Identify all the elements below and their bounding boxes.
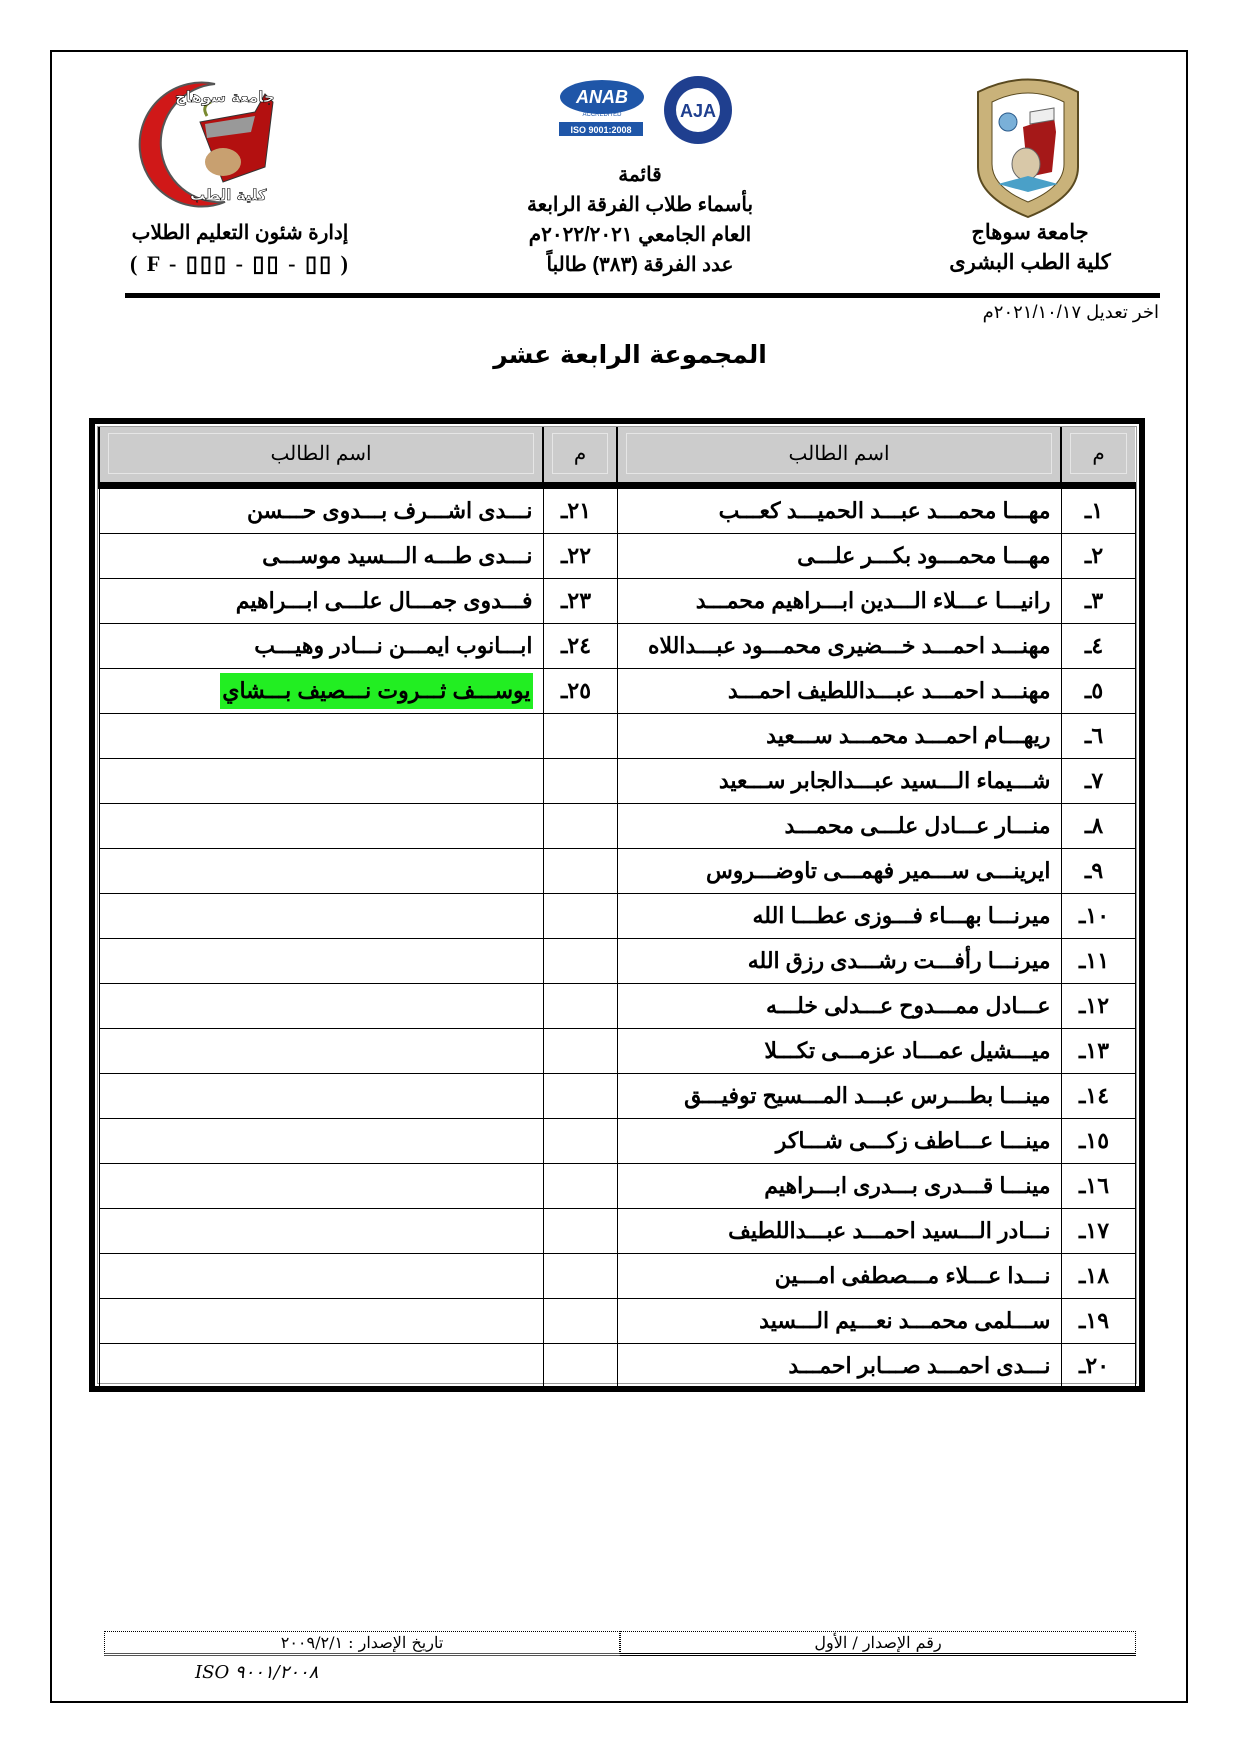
empty-name-cell xyxy=(99,1074,543,1119)
roster-grid xyxy=(98,427,1136,1389)
student-name: ميـــشيل عمـــاد عزمـــى تكـــلا xyxy=(617,1029,1061,1074)
table-row xyxy=(99,804,1135,849)
student-number xyxy=(543,1209,617,1254)
student-number xyxy=(543,1344,617,1389)
empty-name-cell xyxy=(99,714,543,759)
header-divider xyxy=(125,293,1160,298)
logo-text-top: جامعة سوهاج xyxy=(175,88,275,106)
table-row xyxy=(99,1209,1135,1254)
student-name: شـــيماء الـــسيد عبـــدالجابر ســـعيد xyxy=(617,759,1061,804)
student-number: ٢١ـ xyxy=(543,486,617,534)
empty-name-cell xyxy=(99,849,543,894)
empty-name-cell xyxy=(99,1164,543,1209)
student-name: نـــدى اشـــرف بـــدوى حـــسن xyxy=(99,486,543,534)
student-number xyxy=(543,714,617,759)
empty-name-cell xyxy=(99,939,543,984)
student-number: ١٤ـ xyxy=(1061,1074,1135,1119)
header-row xyxy=(99,427,1135,486)
student-count: عدد الفرقة (٣٨٣) طالباً xyxy=(546,254,734,276)
university-seal xyxy=(968,72,1088,220)
student-number: ٢٢ـ xyxy=(543,534,617,579)
student-number xyxy=(543,1299,617,1344)
empty-name-cell xyxy=(99,1254,543,1299)
student-number: ٤ـ xyxy=(1061,624,1135,669)
student-number: ١٦ـ xyxy=(1061,1164,1135,1209)
empty-name-cell xyxy=(99,1119,543,1164)
iso-badge: ISO 9001:2008 xyxy=(570,125,632,135)
student-name: فـــدوى جمـــال علـــى ابـــراهيم xyxy=(99,579,543,624)
faculty-name: كلية الطب البشرى xyxy=(949,251,1111,274)
table-row xyxy=(99,486,1135,534)
aja-logo xyxy=(664,76,732,144)
department-name: إدارة شئون التعليم الطلاب xyxy=(131,222,349,244)
header-num-right: م xyxy=(1061,427,1135,486)
student-number xyxy=(543,939,617,984)
empty-name-cell xyxy=(99,759,543,804)
student-name: منـــار عـــادل علـــى محمـــد xyxy=(617,804,1061,849)
empty-name-cell xyxy=(99,1209,543,1254)
student-number: ١٨ـ xyxy=(1061,1254,1135,1299)
student-name: ســـلمى محمـــد نعـــيم الـــسيد xyxy=(617,1299,1061,1344)
issue-number: رقم الإصدار / الأول xyxy=(620,1631,1136,1656)
student-roster-table xyxy=(89,418,1145,1392)
student-number xyxy=(543,1074,617,1119)
document-title-block xyxy=(480,160,800,280)
table-row xyxy=(99,759,1135,804)
department-block xyxy=(110,218,370,280)
student-name: مينـــا قـــدرى بـــدرى ابـــراهيم xyxy=(617,1164,1061,1209)
student-name: مينـــا عـــاطف زكـــى شـــاكر xyxy=(617,1119,1061,1164)
table-row xyxy=(99,939,1135,984)
student-name: نـــدا عـــلاء مـــصطفى امـــين xyxy=(617,1254,1061,1299)
table-row xyxy=(99,1299,1135,1344)
table-row xyxy=(99,579,1135,624)
student-name: نـــادر الـــسيد احمـــد عبـــداللطيف xyxy=(617,1209,1061,1254)
logo-text-bottom: كلية الطب xyxy=(190,186,267,204)
table-row xyxy=(99,624,1135,669)
table-row xyxy=(99,1074,1135,1119)
table-row xyxy=(99,1164,1135,1209)
student-number xyxy=(543,1254,617,1299)
anab-logo xyxy=(559,80,644,136)
student-name: ميرنـــا بهـــاء فـــوزى عطـــا الله xyxy=(617,894,1061,939)
student-number xyxy=(543,1164,617,1209)
empty-name-cell xyxy=(99,894,543,939)
table-row xyxy=(99,1344,1135,1389)
empty-name-cell xyxy=(99,804,543,849)
student-number: ٩ـ xyxy=(1061,849,1135,894)
aja-label: AJA xyxy=(679,101,717,121)
issue-date: تاريخ الإصدار : ٢٠٠٩/٢/١ xyxy=(104,1631,620,1656)
student-number xyxy=(543,759,617,804)
iso-standard: ISO ٩٠٠١/٢٠٠٨ xyxy=(195,1662,319,1683)
student-number: ١٥ـ xyxy=(1061,1119,1135,1164)
student-number: ١ـ xyxy=(1061,486,1135,534)
accreditation-logos xyxy=(555,72,750,152)
header-name-left: اسم الطالب xyxy=(99,427,543,486)
student-name: رانيـــا عـــلاء الـــدين ابـــراهيم محمـــد xyxy=(617,579,1061,624)
table-row xyxy=(99,1254,1135,1299)
student-name: ميرنـــا رأفـــت رشـــدى رزق الله xyxy=(617,939,1061,984)
roster-body xyxy=(99,486,1135,1389)
student-name: نـــدى احمـــد صـــابر احمـــد xyxy=(617,1344,1061,1389)
student-number: ٦ـ xyxy=(1061,714,1135,759)
student-name: مهـــا محمـــد عبـــد الحميـــد كعـــب xyxy=(617,486,1061,534)
empty-name-cell xyxy=(99,1344,543,1389)
student-number xyxy=(543,984,617,1029)
empty-name-cell xyxy=(99,984,543,1029)
student-number: ٢٥ـ xyxy=(543,669,617,714)
table-row xyxy=(99,1119,1135,1164)
student-number: ٢٤ـ xyxy=(543,624,617,669)
student-name: مهنـــد احمـــد خـــضيرى محمـــود عبـــداللاه xyxy=(617,624,1061,669)
student-name: ايرينـــى ســـمير فهمـــى تاوضـــروس xyxy=(617,849,1061,894)
header-num-left: م xyxy=(543,427,617,486)
academic-year: العام الجامعي ٢٠٢٢/٢٠٢١م xyxy=(528,224,752,246)
student-name: عـــادل ممـــدوح عـــدلى خلـــه xyxy=(617,984,1061,1029)
student-name: مهـــا محمـــود بكـــر علـــى xyxy=(617,534,1061,579)
student-number: ٣ـ xyxy=(1061,579,1135,624)
student-number: ١٧ـ xyxy=(1061,1209,1135,1254)
title-line-1: قائمة xyxy=(618,164,662,186)
student-number: ١٣ـ xyxy=(1061,1029,1135,1074)
student-number: ١٩ـ xyxy=(1061,1299,1135,1344)
title-line-2: بأسماء طلاب الفرقة الرابعة xyxy=(526,194,754,216)
group-title: المجموعة الرابعة عشر xyxy=(493,340,767,369)
student-number xyxy=(543,894,617,939)
student-number: ٨ـ xyxy=(1061,804,1135,849)
student-number: ٢٠ـ xyxy=(1061,1344,1135,1389)
student-number: ٢ـ xyxy=(1061,534,1135,579)
student-name: ابـــانوب ايمـــن نـــادر وهيـــب xyxy=(99,624,543,669)
faculty-logo xyxy=(105,72,305,212)
table-row xyxy=(99,984,1135,1029)
student-name: نـــدى طـــه الـــسيد موســـى xyxy=(99,534,543,579)
student-number xyxy=(543,1119,617,1164)
header-name-right: اسم الطالب xyxy=(617,427,1061,486)
form-code: ( F - ▯▯▯ - ▯▯ - ▯▯ ) xyxy=(130,251,350,276)
student-name: ريهـــام احمـــد محمـــد ســـعيد xyxy=(617,714,1061,759)
student-number: ١٢ـ xyxy=(1061,984,1135,1029)
table-row xyxy=(99,894,1135,939)
table-row xyxy=(99,1029,1135,1074)
student-number: ٥ـ xyxy=(1061,669,1135,714)
student-number xyxy=(543,849,617,894)
student-name: يوســـف ثـــروت نـــصيف بـــشاي xyxy=(99,669,543,714)
institution-block xyxy=(930,218,1130,278)
anab-sub: ACCREDITED xyxy=(582,112,622,118)
empty-name-cell xyxy=(99,1299,543,1344)
student-number: ٧ـ xyxy=(1061,759,1135,804)
document-footer xyxy=(104,1631,1136,1656)
last-modified: اخر تعديل ٢٠٢١/١٠/١٧م xyxy=(982,302,1159,322)
table-row xyxy=(99,849,1135,894)
student-number: ١٠ـ xyxy=(1061,894,1135,939)
table-row xyxy=(99,534,1135,579)
student-number xyxy=(543,804,617,849)
student-name: مينـــا بطـــرس عبـــد المـــسيح توفيـــق xyxy=(617,1074,1061,1119)
table-row xyxy=(99,669,1135,714)
university-name: جامعة سوهاج xyxy=(971,221,1089,244)
empty-name-cell xyxy=(99,1029,543,1074)
table-row xyxy=(99,714,1135,759)
student-name: مهنـــد احمـــد عبـــداللطيف احمـــد xyxy=(617,669,1061,714)
anab-label: ANAB xyxy=(576,87,628,107)
student-number: ١١ـ xyxy=(1061,939,1135,984)
student-number: ٢٣ـ xyxy=(543,579,617,624)
student-number xyxy=(543,1029,617,1074)
